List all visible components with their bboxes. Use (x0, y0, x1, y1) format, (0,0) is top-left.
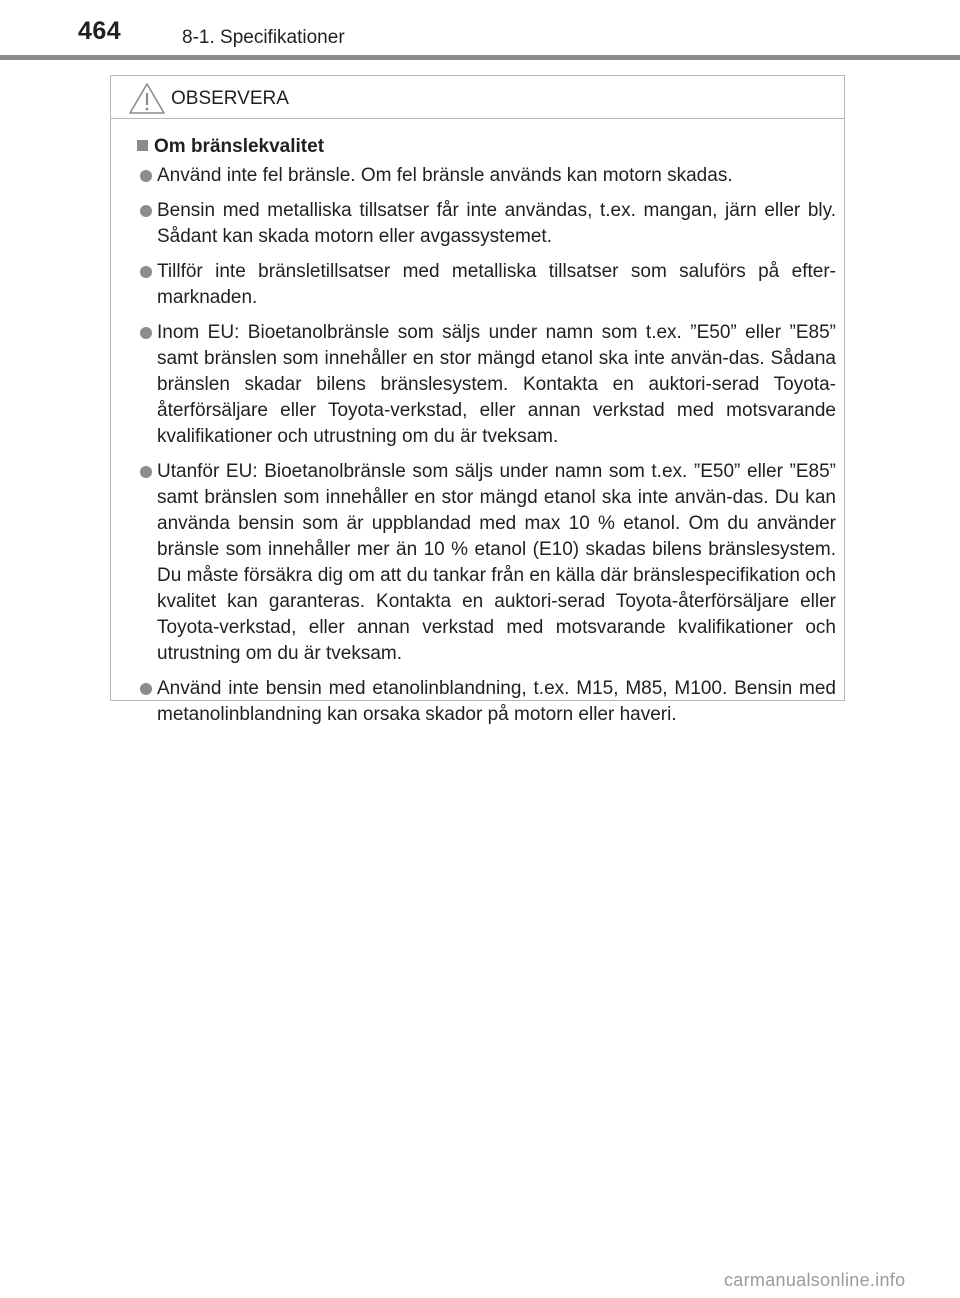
list-item (157, 676, 836, 728)
caution-header (111, 76, 844, 119)
list-item-text: Utanför EU: Bioetanolbränsle som säljs under namn som t.ex. ”E50” eller ”E85” samt bränslen som innehåller en stor mängd etanol ska inte använ-das. Du kan använda bensin som är uppblandad med max 10 % etanol. Om du använder bränsle som innehåller mer än 10 % etanol (E10) skadas bilens bränslesystem. Du måste försäkra dig om att du tankar från en källa där bränslespecifikation och kvalitet kan garanteras. Kontakta en auktori-serad Toyota-återförsäljare eller Toyota-verkstad, eller annan verkstad med motsvarande kvalifikationer och utrustning om du är tveksam. (157, 461, 836, 664)
subheading-text: Om bränslekvalitet (154, 136, 325, 157)
page-number: 464 (78, 17, 122, 45)
circle-bullet-icon (140, 466, 152, 478)
circle-bullet-icon (140, 266, 152, 278)
circle-bullet-icon (140, 327, 152, 339)
warning-triangle-icon (128, 82, 166, 115)
caution-box (110, 75, 845, 725)
caution-label: OBSERVERA (171, 88, 289, 109)
list-item-text: Bensin med metalliska tillsatser får inte användas, t.ex. mangan, järn eller bly. Sådant kan skada motorn eller avgassystemet. (157, 200, 836, 247)
list-item (157, 320, 836, 450)
square-bullet-icon (137, 140, 148, 151)
watermark: carmanualsonline.info (724, 1270, 906, 1290)
list-item-text: Använd inte bensin med etanolinblandning, t.ex. M15, M85, M100. Bensin med metanolinblandning kan orsaka skador på motorn eller haveri. (157, 678, 836, 725)
list-item (157, 163, 836, 189)
caution-body (111, 134, 844, 728)
list-item (157, 259, 836, 311)
list-item (157, 198, 836, 250)
list-item (157, 459, 836, 667)
list-item-text: Använd inte fel bränsle. Om fel bränsle används kan motorn skadas. (157, 165, 733, 186)
circle-bullet-icon (140, 170, 152, 182)
header-rule (0, 55, 960, 60)
page-header (0, 0, 960, 62)
bullet-list (111, 163, 844, 728)
circle-bullet-icon (140, 205, 152, 217)
circle-bullet-icon (140, 683, 152, 695)
list-item-text: Tillför inte bränsletillsatser med metalliska tillsatser som saluförs på efter-marknaden. (157, 261, 836, 308)
section-title: 8-1. Specifikationer (182, 27, 345, 48)
subheading (137, 134, 844, 160)
list-item-text: Inom EU: Bioetanolbränsle som säljs under namn som t.ex. ”E50” eller ”E85” samt bränslen som innehåller en stor mängd etanol ska inte använ-das. Sådana bränslen skadar bilens bränslesystem. Kontakta en auktori-serad Toyota-återförsäljare eller Toyota-verkstad, eller annan verkstad med motsvarande kvalifikationer och utrustning om du är tveksam. (157, 322, 836, 447)
